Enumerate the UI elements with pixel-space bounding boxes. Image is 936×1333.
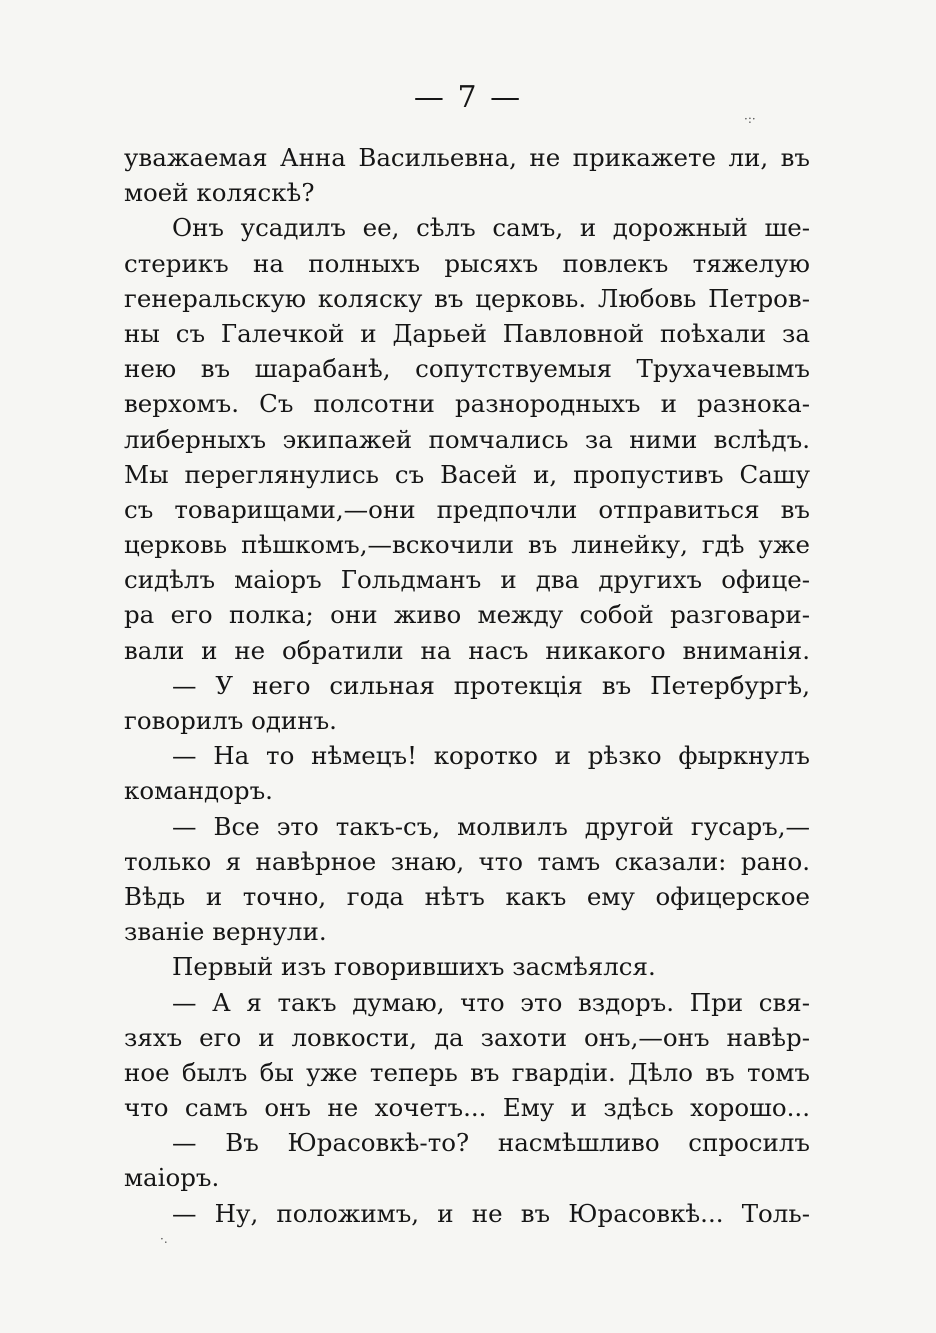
text-line: что самъ онъ не хочетъ... Ему и здѣсь хорошо... (124, 1093, 810, 1123)
text-line: генеральскую коляску въ церковь. Любовь Петров- (124, 283, 810, 313)
text-line: либерныхъ экипажей помчались за ними вслѣдъ. (124, 424, 810, 454)
text-line: ное былъ бы уже теперь въ гвардіи. Дѣло въ томъ (124, 1057, 810, 1087)
text-line: Первый изъ говорившихъ засмѣялся. (172, 952, 656, 982)
text-line: зяхъ его и ловкости, да захоти онъ,—онъ навѣр- (124, 1022, 810, 1052)
print-speck: ·. (160, 1232, 168, 1246)
text-line: верхомъ. Съ полсотни разнородныхъ и разнока- (124, 389, 810, 419)
text-line: уважаемая Анна Васильевна, не прикажете ли, въ (124, 143, 810, 172)
text-line: ны съ Галечкой и Дарьей Павловной поѣхали за (124, 318, 810, 348)
text-line: — У него сильная протекція въ Петербургѣ, (172, 670, 810, 700)
text-line: — Все это такъ-съ, молвилъ другой гусаръ,— (172, 811, 810, 841)
text-line: командоръ. (124, 776, 273, 806)
text-line: Онъ усадилъ ее, сѣлъ самъ, и дорожный ше- (172, 213, 810, 243)
text-line: только я навѣрное знаю, что тамъ сказали: рано. (124, 846, 810, 876)
text-line: Мы переглянулись съ Васей и, пропустивъ Сашу (124, 459, 810, 489)
text-line: маіоръ. (124, 1163, 220, 1193)
text-line: нею въ шарабанѣ, сопутствуемыя Трухачевымъ (124, 354, 810, 384)
page-number: — 7 — (413, 80, 523, 115)
text-line: званіе вернули. (124, 917, 327, 947)
text-line: съ товарищами,—они предпочли отправиться въ (124, 494, 810, 524)
text-line: — А я такъ думаю, что это вздоръ. При свя- (172, 987, 810, 1017)
text-line: говорилъ одинъ. (124, 706, 337, 735)
text-line: ра его полка; они живо между собой разговари- (124, 600, 810, 630)
text-line: — Ну, положимъ, и не въ Юрасовкѣ... Толь- (172, 1198, 810, 1228)
text-line: сидѣлъ маіоръ Гольдманъ и два другихъ офице- (124, 565, 810, 595)
text-line: Вѣдь и точно, года нѣтъ какъ ему офицерское (124, 881, 810, 911)
text-line: — Въ Юрасовкѣ-то? насмѣшливо спросилъ (172, 1128, 810, 1158)
text-line: — На то нѣмецъ! коротко и рѣзко фыркнулъ (172, 741, 810, 771)
text-line: моей коляскѣ? (124, 178, 315, 208)
text-line: вали и не обратили на насъ никакого вниманія. (124, 635, 810, 665)
text-body (124, 140, 810, 1231)
print-speck: ·:· (744, 112, 756, 126)
text-line: стерикъ на полныхъ рысяхъ повлекъ тяжелую (124, 248, 810, 278)
text-line: церковь пѣшкомъ,—вскочили въ линейку, гдѣ уже (124, 530, 810, 560)
